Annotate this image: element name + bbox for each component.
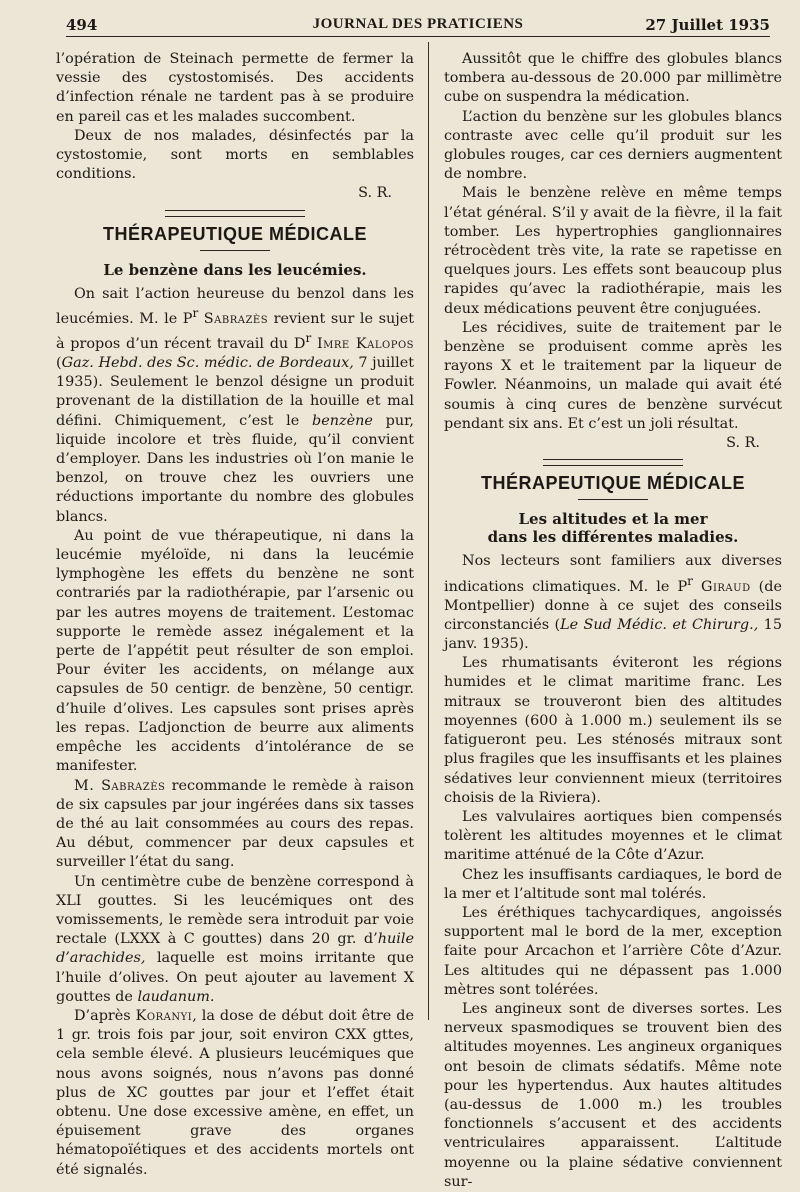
paragraph: M. Sabrazès recommande le remède à raison de six capsules par jour ingérées dans six tasses de thé au lait consommées au cours des repas. Au début, commencer par deux capsules et surveiller l’état du sang. <box>56 777 414 871</box>
separator-rule <box>165 210 305 217</box>
author-name: Koranyi <box>135 1007 193 1024</box>
paragraph: Les valvulaires aortiques bien compensés tolèrent les altitudes moyennes et le climat maritime atténué de la Côte d’Azur. <box>444 808 782 864</box>
paragraph: Les éréthiques tachycardiques, angoissés supportent mal le bord de la mer, exception faite pour Arcachon et l’arrière Côte d’Azur. Les altitudes qui ne dépassent pas 1.000 mètres sont tolérées. <box>444 904 782 998</box>
signature: S. R. <box>358 185 392 202</box>
left-column <box>56 50 415 1178</box>
page-number: 494 <box>66 16 98 34</box>
paragraph: Aussitôt que le chiffre des globules blancs tombera au-dessous de 20.000 par millimètre cube on suspendra la médication. <box>444 51 782 106</box>
journal-title: JOURNAL DES PRATICIENS <box>312 16 524 32</box>
article-title: Le benzène dans les leucémies. <box>103 260 367 279</box>
heading-rule <box>578 499 648 500</box>
signature: S. R. <box>726 435 760 452</box>
paragraph: Au point de vue thérapeutique, ni dans la leucémie myéloïde, ni dans la leucémie lymphogène les effets du benzène ne sont contrariés par la radiothérapie, par l’arsenic ou par les autres moyens de traitement. L’estomac supporte le remède assez inégalement et la perte de l’appétit peut résulter de son emploi. Pour éviter les accidents, on mélange aux capsules de 50 centigr. de benzène, 50 centigr. d’huile d’olives. Les capsules sont prises après les repas. L’adjonction de beurre aux aliments empêche les accidents d’intolérance de se manifester. <box>56 527 414 775</box>
section-heading: THÉRAPEUTIQUE MÉDICALE <box>102 223 367 244</box>
paragraph: Les rhumatisants éviteront les régions humides et le climat maritime franc. Les mitraux se trouveront bien des altitudes moyennes (600 à 1.000 m.) seulement ils se fatigueront peu. Les sténosés mitraux sont plus fragiles que les insuffisants et les plaines sédatives leur conviennent mieux (territoires choisis de la Riviera). <box>444 655 782 806</box>
paragraph: Nos lecteurs sont familiers aux diverses indications climatiques. M. le $P^r$ Giraud (de Montpellier) donne à ce sujet des conseils circonstanciés (Le Sud Médic. et Chirurg., 15 janv. 1935). <box>444 553 782 653</box>
column-divider <box>428 42 429 1020</box>
article-title: Les altitudes et la mer dans les différentes maladies. <box>487 510 739 547</box>
issue-date: 27 Juillet 1935 <box>645 16 770 34</box>
author-name: Sabrazès <box>203 310 269 327</box>
author-name: Giraud <box>700 578 751 595</box>
paragraph: Les angineux sont de diverses sortes. Les nerveux spasmodiques se trouvent bien des altitudes moyennes. Les angineux organiques ont besoin de climats sédatifs. Même note pour les hypertendus. Aux hautes altitudes (au-dessus de 1.000 m.) les troubles fonctionnels s’accusent et des accidents ventriculaires apparaissent. L’altitude moyenne ou la plaine sédative conviennent sur- <box>444 1000 782 1190</box>
paragraph: Un centimètre cube de benzène correspond à XLI gouttes. Si les leucémiques ont des vomissements, le remède sera introduit par voie rectale (LXXX à C gouttes) dans 20 gr. d’huile d’arachides, laquelle est moins irritante que l’huile d’olives. On peut ajouter au lavement X gouttes de laudanum. <box>56 873 414 1005</box>
paragraph: Mais le benzène relève en même temps l’état général. S’il y avait de la fièvre, il la fait tomber. Les hypertrophies ganglionnaires rétrocèdent très vite, la rate se rapetisse en quelques jours. Les effets sont beaucoup plus rapides qu’avec la radiothérapie, mais les deux médications peuvent être conjuguées. <box>444 185 782 317</box>
paragraph: L’action du benzène sur les globules blancs contraste avec celle qu’il produit sur les globules rouges, car ces derniers augmentent de nombre. <box>444 108 782 183</box>
page-header <box>66 14 770 37</box>
separator-rule <box>543 459 683 466</box>
right-column <box>444 50 782 1190</box>
author-name: Imre Kalopos <box>316 335 415 352</box>
author-name: M. Sabrazès <box>74 777 166 794</box>
paragraph: Chez les insuffisants cardiaques, le bord de la mer et l’altitude sont mal tolérés. <box>444 866 782 902</box>
paragraph: On sait l’action heureuse du benzol dans les leucémies. M. le $P^r$ Sabrazès revient sur le sujet à propos d’un récent travail du $D^r$ Imre Kalopos (Gaz. Hebd. des Sc. médic. de Bordeaux, 7 juillet 1935). Seulement le benzol désigne un produit provenant de la distillation de la houille et mal défini. Chimiquement, c’est le benzène pur, liquide incolore et très fluide, qu’il convient d’employer. Dans les industries où l’on manie le benzol, on trouve chez les ouvriers une réductions importante du nombre des globules blancs. <box>56 285 415 525</box>
heading-rule <box>200 250 270 251</box>
paragraph: Les récidives, suite de traitement par le benzène se produisent comme après les rayons X et le traitement par la liqueur de Fowler. Néanmoins, un malade qui avait été soumis à cinq cures de benzène survécut pendant six ans. Et c’est un joli résultat. <box>444 319 782 432</box>
paragraph: Deux de nos malades, désinfectés par la cystostomie, sont morts en semblables conditions. <box>56 127 414 183</box>
paragraph: D’après Koranyi, la dose de début doit être de 1 gr. trois fois par jour, soit environ CXX gttes, cela semble élevé. A plusieurs leucémiques que nous avons soignés, nous n’avons pas donné plus de XC gouttes par jour et l’effet était obtenu. Une dose excessive amène, en effet, un épuisement grave des organes hématopoïétiques et des accidents mortels ont été signalés. <box>56 1007 414 1178</box>
paragraph: l’opération de Steinach permette de fermer la vessie des cystostomisés. Des accidents d’infection rénale ne tardent pas à se produire en pareil cas et les malades succombent. <box>56 51 414 125</box>
reference: Le Sud Médic. et Chirurg., <box>560 616 759 633</box>
reference: Gaz. Hebd. des Sc. médic. de Bordeaux, <box>61 355 354 372</box>
section-heading: THÉRAPEUTIQUE MÉDICALE <box>480 473 745 494</box>
